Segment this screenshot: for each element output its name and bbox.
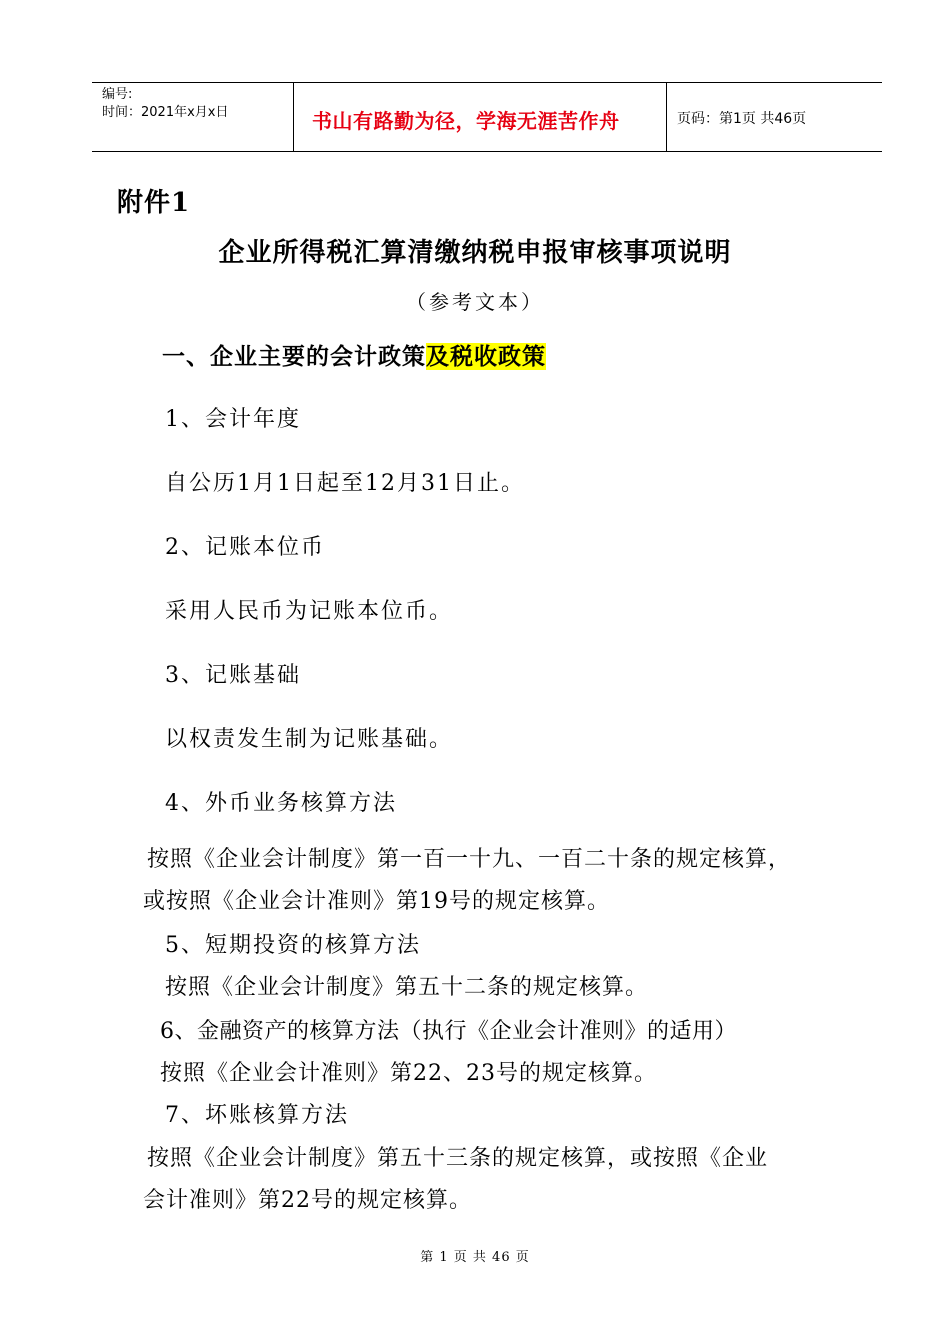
item-body-fiscal-year: 自公历1月1日起至12月31日止。	[165, 471, 525, 496]
item-body-currency: 采用人民币为记账本位币。	[165, 599, 454, 624]
section-heading-highlight: 及税收政策	[426, 343, 546, 370]
item-heading-financial-assets: 6、金融资产的核算方法（执行《企业会计准则》的适用）	[160, 1019, 737, 1044]
attachment-label: 附件1	[117, 188, 191, 218]
header-motto-cell	[294, 83, 667, 151]
item-body-short-investment: 按照《企业会计制度》第五十二条的规定核算。	[165, 975, 649, 1000]
item-body-foreign-currency-line2: 或按照《企业会计准则》第19号的规定核算。	[143, 889, 610, 914]
document-time-label: 时间：2021年x月x日	[102, 105, 229, 120]
page-header	[92, 82, 882, 152]
item-body-financial-assets: 按照《企业会计准则》第22、23号的规定核算。	[160, 1061, 657, 1086]
item-body-foreign-currency-line1: 按照《企业会计制度》第一百一十九、一百二十条的规定核算，	[147, 847, 792, 872]
item-heading-currency: 2、记账本位币	[165, 535, 325, 560]
item-heading-foreign-currency: 4、外币业务核算方法	[165, 791, 397, 816]
item-heading-fiscal-year: 1、会计年度	[165, 407, 301, 432]
document-subtitle: （参考文本）	[406, 290, 544, 314]
header-page-info: 页码：第1页 共46页	[677, 111, 807, 127]
item-body-bad-debt-line2: 会计准则》第22号的规定核算。	[143, 1188, 472, 1213]
header-page-cell	[667, 83, 882, 151]
item-heading-short-investment: 5、短期投资的核算方法	[165, 933, 421, 958]
header-motto: 书山有路勤为径，学海无涯苦作舟	[312, 109, 620, 133]
page-footer: 第 1 页 共 46 页	[420, 1250, 530, 1265]
item-body-bad-debt-line1: 按照《企业会计制度》第五十三条的规定核算，或按照《企业	[147, 1146, 769, 1171]
header-meta-cell	[92, 83, 294, 151]
document-number-label: 编号:	[102, 87, 133, 102]
item-heading-bad-debt: 7、坏账核算方法	[165, 1103, 349, 1128]
section-heading-text: 一、企业主要的会计政策	[162, 343, 426, 370]
section-heading	[162, 338, 546, 371]
item-body-basis: 以权责发生制为记账基础。	[165, 727, 454, 752]
item-heading-basis: 3、记账基础	[165, 663, 301, 688]
document-title: 企业所得税汇算清缴纳税申报审核事项说明	[218, 238, 732, 268]
